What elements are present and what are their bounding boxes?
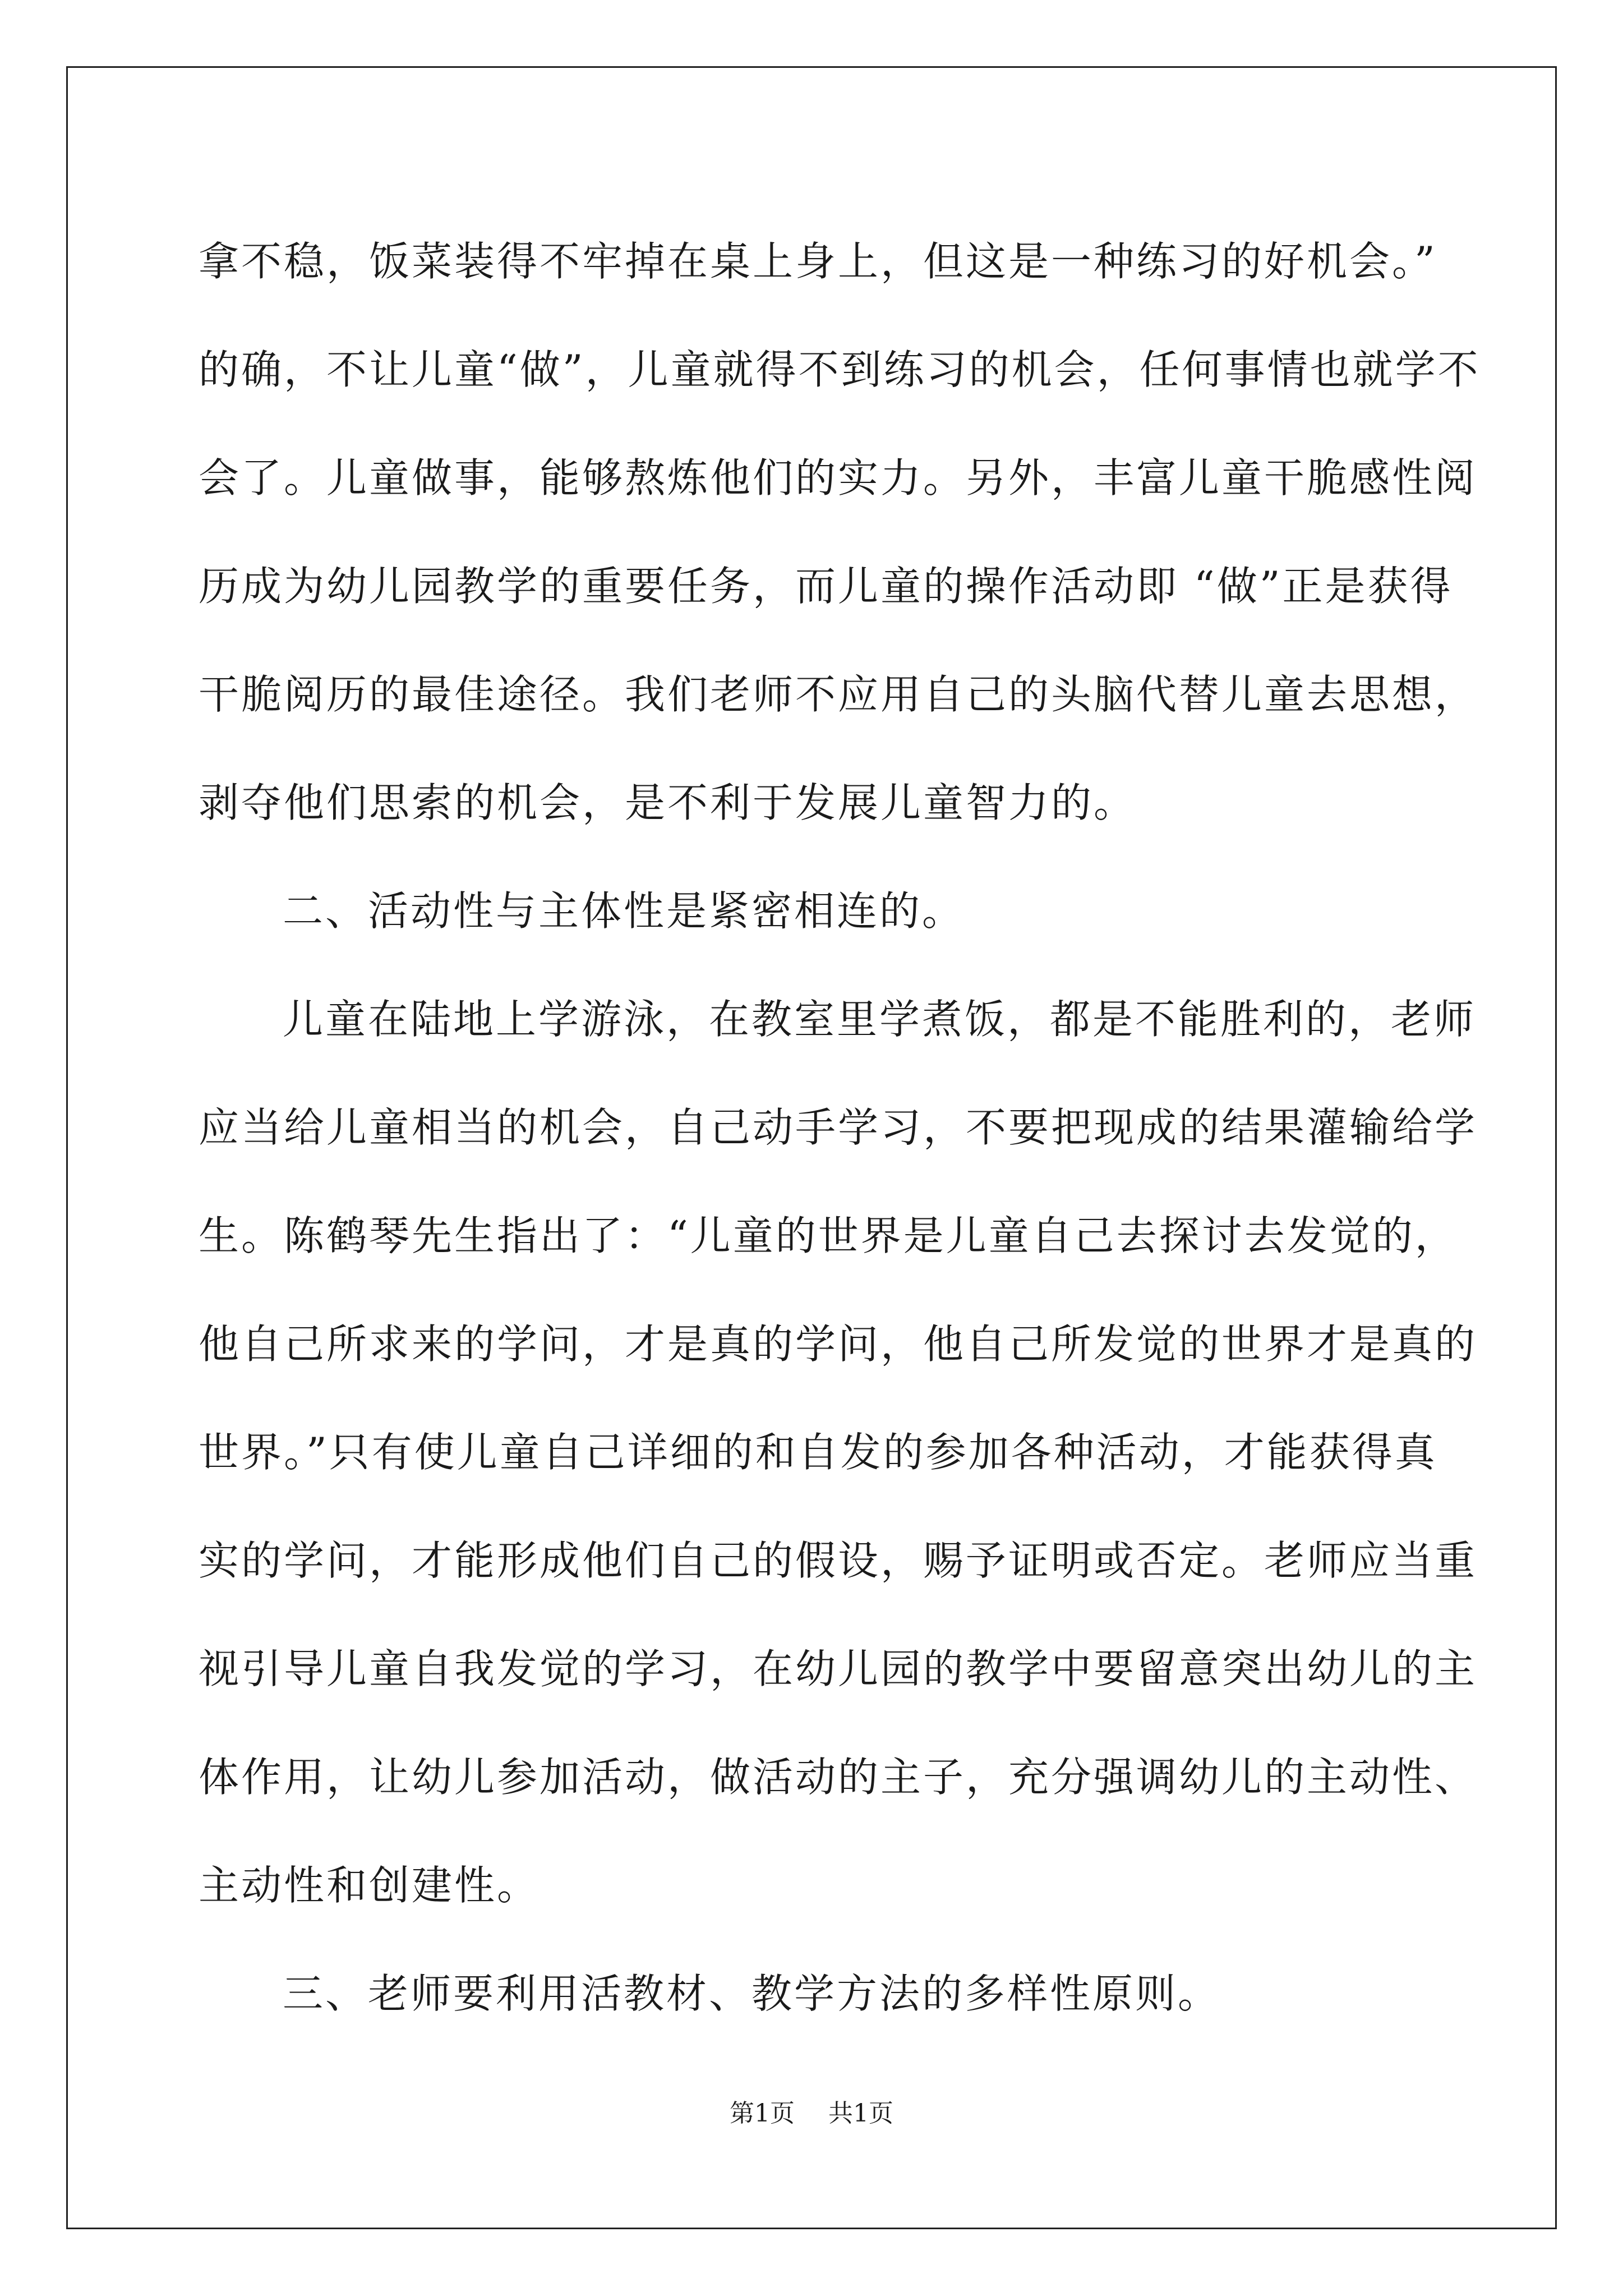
text-line-6: 剥夺他们思索的机会，是不利于发展儿童智力的。 bbox=[199, 779, 1137, 826]
page-number: 第1页 bbox=[730, 2099, 795, 2128]
text-line-9: 应当给儿童相当的机会，自己动手学习，不要把现成的结果灌输给学 bbox=[199, 1104, 1478, 1151]
section-heading-3: 三、老师要利用活教材、教学方法的多样性原则。 bbox=[283, 1970, 1221, 2017]
text-line-12: 世界。”只有使儿童自己详细的和自发的参加各种活动，才能获得真 bbox=[199, 1429, 1437, 1476]
text-line-10: 生。陈鹤琴先生指出了：“儿童的世界是儿童自己去探讨去发觉的， bbox=[199, 1212, 1458, 1259]
text-line-5: 干脆阅历的最佳途径。我们老师不应用自己的头脑代替儿童去思想， bbox=[199, 671, 1478, 718]
text-line-15: 体作用，让幼儿参加活动，做活动的主子，充分强调幼儿的主动性、 bbox=[199, 1754, 1478, 1801]
page-footer bbox=[0, 2097, 1623, 2131]
text-line-14: 视引导儿童自我发觉的学习，在幼儿园的教学中要留意突出幼儿的主 bbox=[199, 1645, 1478, 1692]
text-line-3: 会了。儿童做事，能够熬炼他们的实力。另外，丰富儿童干脆感性阅 bbox=[199, 454, 1478, 501]
page-total: 共1页 bbox=[828, 2099, 893, 2128]
text-line-13: 实的学问，才能形成他们自己的假设，赐予证明或否定。老师应当重 bbox=[199, 1537, 1478, 1584]
text-line-8: 儿童在陆地上学游泳，在教室里学煮饭，都是不能胜利的，老师 bbox=[283, 996, 1477, 1043]
text-line-4: 历成为幼儿园教学的重要任务，而儿童的操作活动即 “做”正是获得 bbox=[199, 563, 1453, 610]
section-heading-2: 二、活动性与主体性是紧密相连的。 bbox=[283, 887, 965, 935]
text-line-1: 拿不稳，饭菜装得不牢掉在桌上身上，但这是一种练习的好机会。” bbox=[199, 238, 1437, 285]
document-body bbox=[199, 208, 1481, 2048]
text-line-16: 主动性和创建性。 bbox=[199, 1862, 540, 1909]
text-line-2: 的确，不让儿童“做”，儿童就得不到练习的机会，任何事情也就学不 bbox=[199, 346, 1481, 393]
text-line-11: 他自己所求来的学问，才是真的学问，他自己所发觉的世界才是真的 bbox=[199, 1320, 1478, 1368]
